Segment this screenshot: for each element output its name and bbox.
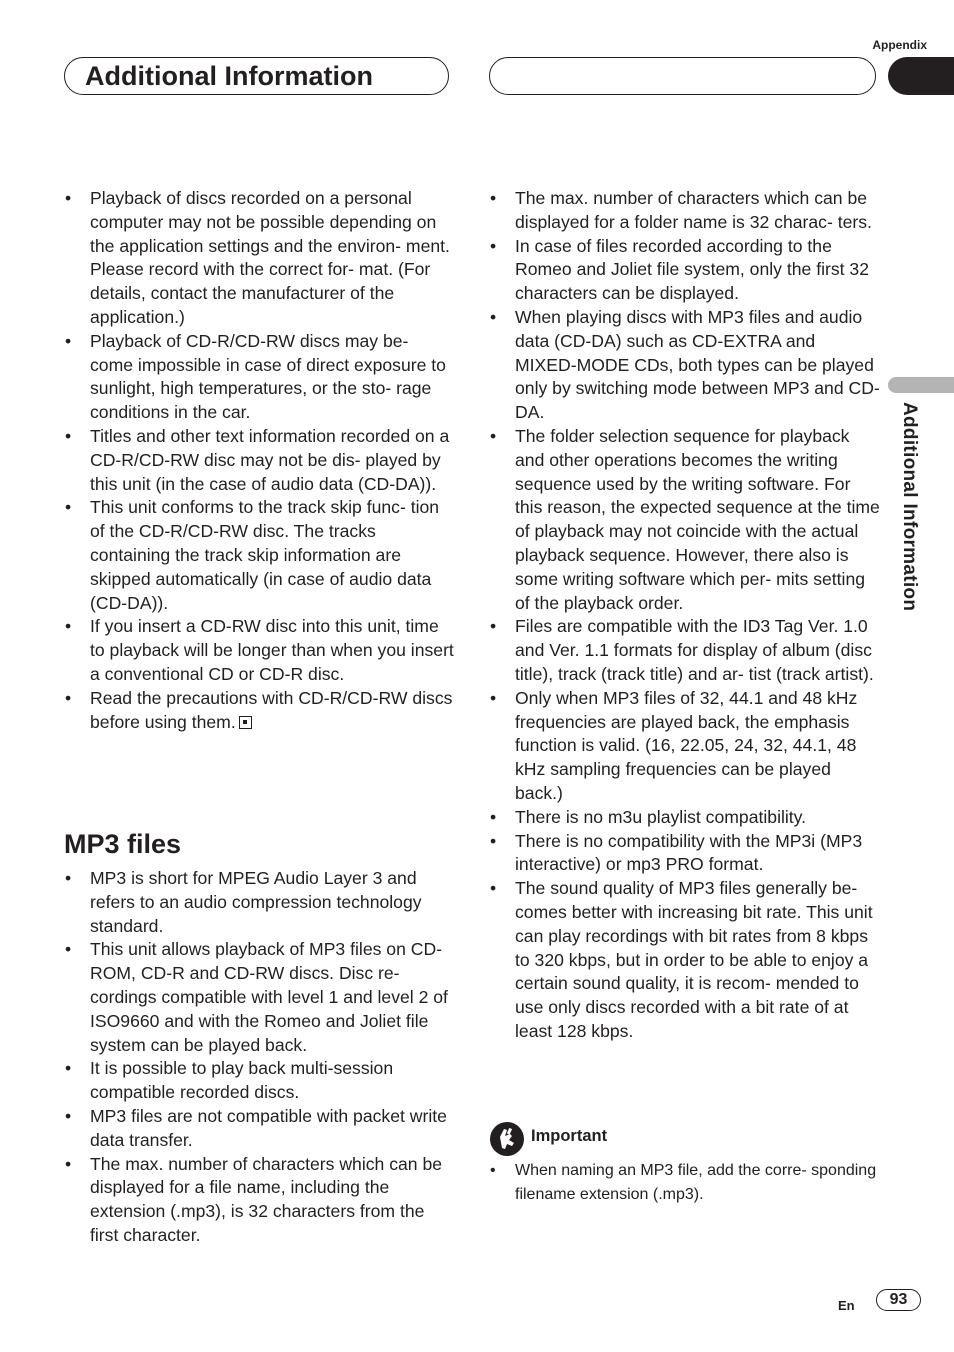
important-bullet-list [489,1159,881,1206]
side-section-label: Additional Information [899,402,920,612]
left-bullet-list [64,187,456,734]
list-item: • This unit conforms to the track skip func- tion of the CD-R/CD-RW disc. The tracks containing the track skip information are skipped automatically (in case of audio data (CD-DA)). [64,496,456,615]
important-label: Important [531,1127,608,1145]
right-column [489,187,881,1044]
important-hand-icon [490,1122,524,1156]
gray-edge-tab [888,377,954,393]
list-item: • There is no compatibility with the MP3i (MP3 interactive) or mp3 PRO format. [489,830,881,878]
list-item: • Playback of discs recorded on a personal computer may not be possible depending on the application settings and the environ- ment. Please record with the correct for- mat. (For details, contact the manufacturer of the application.) [64,187,456,330]
list-item: • The max. number of characters which can be displayed for a folder name is 32 charac- ters. [489,187,881,235]
important-column [489,1159,881,1206]
list-item: • There is no m3u playlist compatibility. [489,806,881,830]
stop-square-icon [239,716,252,729]
mp3-column [64,867,456,1248]
right-bullet-list [489,187,881,1044]
mp3-bullet-list [64,867,456,1248]
list-item: • This unit allows playback of MP3 files on CD-ROM, CD-R and CD-RW discs. Disc re- cordings compatible with level 1 and level 2 of ISO9660 and with the Romeo and Joliet file system can be played back. [64,938,456,1057]
list-item: • It is possible to play back multi-session compatible recorded discs. [64,1057,456,1105]
list-item: • Playback of CD-R/CD-RW discs may be- come impossible in case of direct exposure to sunlight, high temperatures, or the sto- rage conditions in the car. [64,330,456,425]
list-item: • The folder selection sequence for playback and other operations becomes the writing sequence used by the writing software. For this reason, the expected sequence at the time of playback may not coincide with the actual playback sequence. However, there also is some writing software which per- mits setting of the playback order. [489,425,881,615]
list-item: • Titles and other text information recorded on a CD-R/CD-RW disc may not be dis- played by this unit (in the case of audio data (CD-DA)). [64,425,456,496]
list-item: • If you insert a CD-RW disc into this unit, time to playback will be longer than when you insert a conventional CD or CD-R disc. [64,615,456,686]
list-item: • Only when MP3 files of 32, 44.1 and 48 kHz frequencies are played back, the emphasis function is valid. (16, 22.05, 24, 32, 44.1, 48 kHz sampling frequencies can be played back.) [489,687,881,806]
left-column [64,187,456,734]
list-item: • In case of files recorded according to the Romeo and Joliet file system, only the first 32 characters can be displayed. [489,235,881,306]
list-item: • When naming an MP3 file, add the corre- sponding filename extension (.mp3). [489,1159,881,1206]
black-edge-tab [888,57,954,95]
language-label: En [838,1298,855,1313]
list-item: • MP3 is short for MPEG Audio Layer 3 and refers to an audio compression technology standard. [64,867,456,938]
blank-header-box [489,57,876,95]
list-item: • MP3 files are not compatible with packet write data transfer. [64,1105,456,1153]
appendix-label: Appendix [872,38,927,52]
mp3-heading: MP3 files [64,829,182,859]
section-title: Additional Information [85,61,373,91]
list-item [64,687,456,735]
page-number: 93 [876,1289,921,1311]
list-item: • Files are compatible with the ID3 Tag Ver. 1.0 and Ver. 1.1 formats for display of album (disc title), track (track title) and ar- tist (track artist). [489,615,881,686]
list-item: • When playing discs with MP3 files and audio data (CD-DA) such as CD-EXTRA and MIXED-MODE CDs, both types can be played only by switching mode between MP3 and CD-DA. [489,306,881,425]
list-item-text: Read the precautions with CD-R/CD-RW discs before using them. [90,687,453,732]
list-item: • The max. number of characters which can be displayed for a file name, including the extension (.mp3), is 32 characters from the first character. [64,1153,456,1248]
list-item: • The sound quality of MP3 files generally be- comes better with increasing bit rate. This unit can play recordings with bit rates from 8 kbps to 320 kbps, but in order to be able to enjoy a certain sound quality, it is recom- mended to use only discs recorded with a bit rate of at least 128 kbps. [489,877,881,1044]
